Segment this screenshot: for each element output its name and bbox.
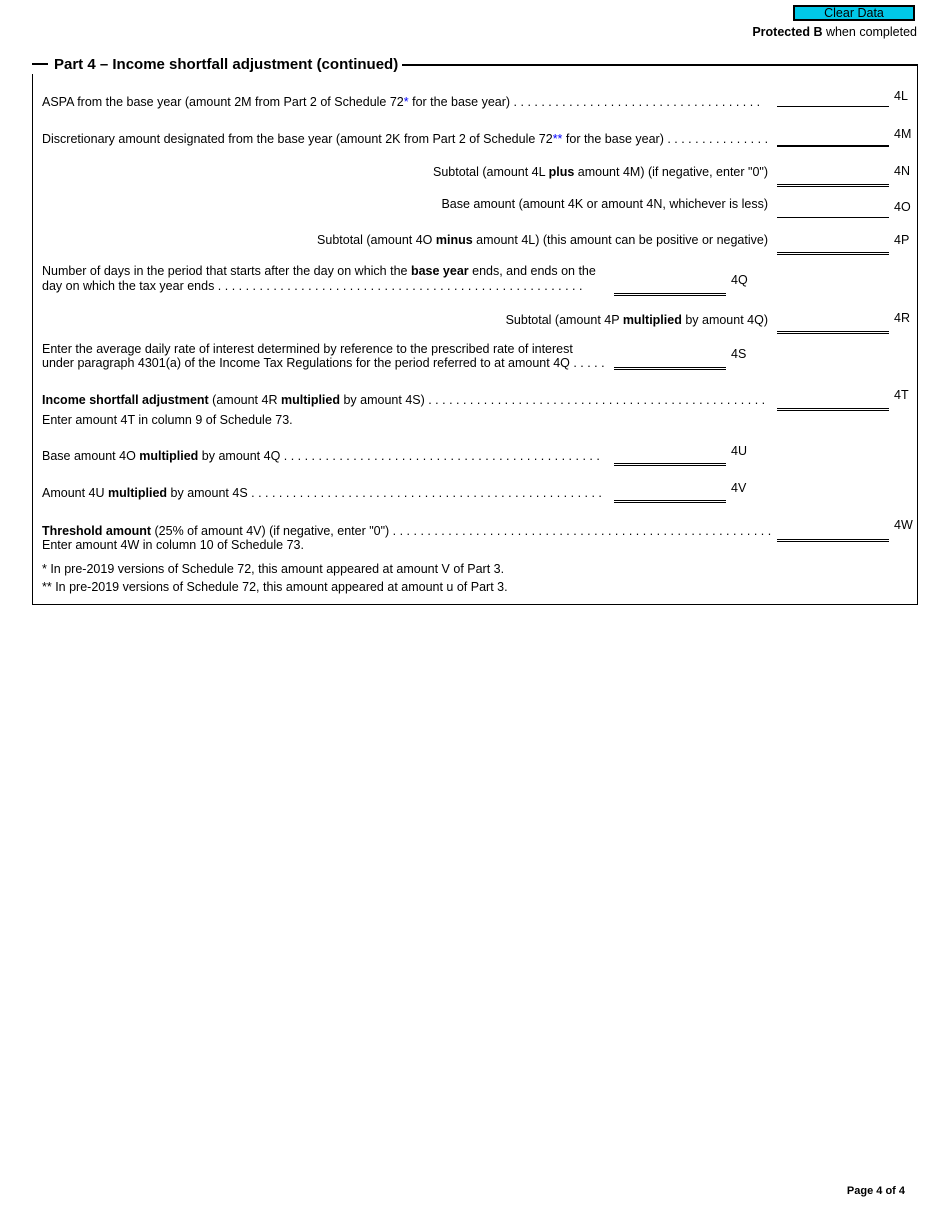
- footnote-2: ** In pre-2019 versions of Schedule 72, this amount appeared at amount u of Part 3.: [42, 580, 508, 594]
- amount-4L-input[interactable]: [777, 92, 889, 107]
- row-4N-label: Subtotal (amount 4L plus amount 4M) (if negative, enter "0"): [433, 165, 768, 179]
- amount-4T-input[interactable]: [777, 394, 889, 411]
- code-4W: 4W: [894, 518, 913, 532]
- amount-4N-input[interactable]: [777, 170, 889, 187]
- row-4W-note: Enter amount 4W in column 10 of Schedule 73.: [42, 538, 304, 552]
- amount-4Q-input[interactable]: [614, 279, 726, 296]
- code-4R: 4R: [894, 311, 910, 325]
- row-4S-label-line1: Enter the average daily rate of interest determined by reference to the prescribed rate of interest: [42, 342, 573, 356]
- part4-title-wrap: [32, 54, 402, 74]
- amount-4O-input[interactable]: [777, 203, 889, 218]
- amount-4M-input[interactable]: [777, 131, 889, 147]
- row-4T-note: Enter amount 4T in column 9 of Schedule 73.: [42, 413, 293, 427]
- row-4Q-label-line2: day on which the tax year ends . . . . . . . . . . . . . . . . . . . . . . . . . . . . . . . . . . . . . . . . . . . . . . . . . . . . .: [42, 279, 583, 293]
- page-number: Page 4 of 4: [846, 1185, 905, 1197]
- amount-4V-input[interactable]: [614, 486, 726, 503]
- row-4T-label: Income shortfall adjustment (amount 4R multiplied by amount 4S) . . . . . . . . . . . . . . . . . . . . . . . . . . . . . . . . . . . . . . . . . . . . . . . . .: [42, 393, 766, 407]
- protected-b-label: Protected B when completed: [752, 25, 917, 39]
- title-dash: [32, 63, 48, 65]
- clear-data-button[interactable]: Clear Data: [793, 5, 915, 21]
- row-4S-label-line2: under paragraph 4301(a) of the Income Tax Regulations for the period referred to at amount 4Q . . . . .: [42, 356, 605, 370]
- amount-4S-input[interactable]: [614, 353, 726, 370]
- row-4Q-label-line1: Number of days in the period that starts after the day on which the base year ends, and ends on the: [42, 264, 596, 278]
- row-4O-label: Base amount (amount 4K or amount 4N, whichever is less): [441, 197, 768, 211]
- amount-4P-input[interactable]: [777, 238, 889, 255]
- code-4S: 4S: [731, 347, 747, 361]
- footnote-1: * In pre-2019 versions of Schedule 72, this amount appeared at amount V of Part 3.: [42, 562, 505, 576]
- row-4W-label: Threshold amount (25% of amount 4V) (if negative, enter "0") . . . . . . . . . . . . . . . . . . . . . . . . . . . . . . . . . . . . . . . . . . . . . . . . . . . . . . .: [42, 524, 772, 538]
- row-4R-label: Subtotal (amount 4P multiplied by amount 4Q): [505, 313, 768, 327]
- amount-4W-input[interactable]: [777, 525, 889, 542]
- code-4N: 4N: [894, 164, 910, 178]
- amount-4U-input[interactable]: [614, 449, 726, 466]
- code-4L: 4L: [894, 89, 908, 103]
- code-4Q: 4Q: [731, 273, 748, 287]
- code-4O: 4O: [894, 200, 911, 214]
- row-4L-label: ASPA from the base year (amount 2M from Part 2 of Schedule 72* for the base year) . . . . . . . . . . . . . . . . . . . . . . . . . . . . . . . . . . . .: [42, 95, 761, 109]
- row-4P-label: Subtotal (amount 4O minus amount 4L) (this amount can be positive or negative): [317, 233, 768, 247]
- amount-4R-input[interactable]: [777, 317, 889, 334]
- code-4U: 4U: [731, 444, 747, 458]
- part4-title: Part 4 – Income shortfall adjustment (continued): [54, 56, 402, 73]
- row-4M-label: Discretionary amount designated from the base year (amount 2K from Part 2 of Schedule 72** for the base year) . . . . . . . . . . . . . . .: [42, 132, 769, 146]
- code-4P: 4P: [894, 233, 910, 247]
- code-4M: 4M: [894, 127, 912, 141]
- code-4T: 4T: [894, 388, 909, 402]
- code-4V: 4V: [731, 481, 747, 495]
- row-4U-label: Base amount 4O multiplied by amount 4Q . . . . . . . . . . . . . . . . . . . . . . . . . . . . . . . . . . . . . . . . . . . . . .: [42, 449, 600, 463]
- row-4V-label: Amount 4U multiplied by amount 4S . . . . . . . . . . . . . . . . . . . . . . . . . . . . . . . . . . . . . . . . . . . . . . . . . . .: [42, 486, 602, 500]
